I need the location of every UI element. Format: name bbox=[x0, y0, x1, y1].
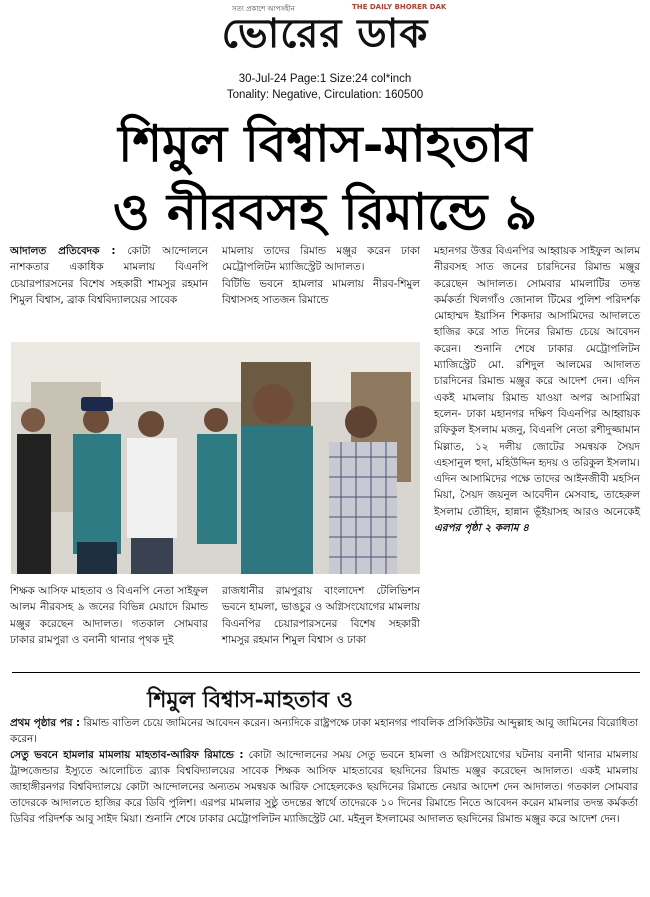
clip-meta-line1: 30-Jul-24 Page:1 Size:24 col*inch bbox=[238, 73, 412, 85]
article-column-a-top bbox=[10, 243, 208, 308]
column-a-text: কোটা আন্দোলনে নাশকতার একাধিক মামলায় বিএনপি চেয়ারপারসনের বিশেষ সহকারী শামসুর রহমান শিমুল বিশ্বাস, ব্রাক বিশ্ববিদ্যালয়ের সাবেক bbox=[10, 245, 208, 306]
jump-lead: প্রথম পৃষ্ঠার পর : bbox=[10, 717, 81, 729]
column-b-subheading: বিটিভি ভবনে হামলার মামলায় নীরব-শিমুল বিশ্বাসসহ সাতজন রিমান্ডে bbox=[222, 277, 420, 306]
jump-paragraph-1: রিমান্ড বাতিল চেয়ে জামিনের আবেদন করেন। অন্যদিকে রাষ্ট্রপক্ষে ঢাকা মহানগর পাবলিক প্রসিকিউটর আব্দুল্লাহ আবু জামিনের বিরোধিতা করেন। bbox=[10, 717, 639, 745]
column-b-bottom-text: রাজধানীর রামপুরায় বাংলাদেশ টেলিভিশন ভবনে হামলা, ভাঙচুর ও অগ্নিসংযোগের মামলায় বিএনপির চেয়ারপারসনের বিশেষ সহকারী শামসুর রহমান শিমুল বিশ্বাস ও ঢাকা bbox=[222, 585, 420, 646]
newspaper-masthead: ভোরের ডাক bbox=[221, 11, 429, 57]
jump-headline: শিমুল বিশ্বাস-মাহতাব ও bbox=[147, 687, 353, 713]
column-c-text: মহানগর উত্তর বিএনপির আহ্বায়ক সাইফুল আলম নীরবসহ সাত জনের চারদিনের রিমান্ড মঞ্জুর করেছেন আদালত। সোমবার মামলাটির তদন্ত কর্মকর্তা খিলগাঁও জোনাল টিমের পুলিশ পরিদর্শক মোহাম্মদ ইয়াসিন শিকদার আসামিদের আদালতে হাজির করে সাত দিনের রিমান্ড চেয়ে আবেদন করেন। শুনানি শেষে ঢাকার মেট্রোপলিটন ম্যাজিস্ট্রেট মো. রশিদুল আলমের আদালত চারদিনের রিমান্ড মঞ্জুর করে আদেশ দেন। এদিন একই মামলায় রিমান্ড যাওয়া অপর আসামিরা হলেন- ঢাকা মহানগর দক্ষিণ বিএনপির আহ্বায়ক রফিকুল ইসলাম মজনু, বিএনপি নেতা রশীদুজ্জামান মিল্লাত, ১২ দলীয় জোটের সমন্বয়ক সৈয়দ এহসানুল হুদা, মহিউদ্দিন হৃদয় ও তরিকুল ইসলাম। bbox=[434, 245, 640, 469]
article-column-b-top bbox=[222, 243, 420, 308]
article-column-c bbox=[434, 243, 640, 536]
news-photo bbox=[11, 342, 420, 574]
continued-marker: এরপর পৃষ্ঠা ২ কলাম ৪ bbox=[434, 522, 529, 535]
jump-article bbox=[10, 715, 638, 827]
article-column-a-bottom bbox=[10, 583, 208, 648]
column-b-text: মামলায় তাদের রিমান্ড মঞ্জুর করেন ঢাকা মেট্রোপলিটন ম্যাজিস্ট্রেট আদালত। bbox=[222, 245, 420, 274]
divider bbox=[12, 672, 640, 673]
article-column-b-bottom bbox=[222, 583, 420, 648]
headline-line2: ও নীরবসহ রিমান্ডে ৯ bbox=[112, 182, 538, 241]
masthead-english-name: THE DAILY BHORER DAK bbox=[352, 3, 447, 11]
article-kicker: আদালত প্রতিবেদক : bbox=[10, 245, 116, 257]
jump-subheading: সেতু ভবনে হামলার মামলায় মাহতাব-আরিফ রিমান্ডে : bbox=[10, 749, 244, 761]
clip-metadata bbox=[190, 71, 460, 103]
column-a-bottom-text: শিক্ষক আসিফ মাহতাব ও বিএনপি নেতা সাইফুল আলম নীরবসহ ৯ জনের বিভিন্ন মেয়াদে রিমান্ড মঞ্জুর করেছেন আদালত। গতকাল সোমবার ঢাকার রামপুরা ও বনানী থানার পৃথক দুই bbox=[10, 585, 208, 646]
jump-paragraph-2: কোটা আন্দোলনের সময় সেতু ভবনে হামলা ও অগ্নিসংযোগের ঘটনায় বনানী থানার মামলায় ট্রান্সজেন্ডার ইস্যুতে আলোচিত ব্র্যাক বিশ্ববিদ্যালয়ের সাবেক শিক্ষক আসিফ মাহতাবের ছয়দিনের রিমান্ড মঞ্জুর করেছেন আদালত। একই মামলায় জাহাঙ্গীরনগর বিশ্ববিদ্যালয়ে কোটা আন্দোলনের অন্যতম সমন্বয়ক আরিফ সোহেলকেও ছয়দিনের রিমান্ডে নেয়ার আদেশ দেন আদালত। গতকাল সোমবার তাদেরকে আদালতে হাজির করে ডিবি পুলিশ। এরপর মামলার সুষ্ঠু তদন্তের স্বার্থে তাদেরকে ১০ দিনের রিমান্ডে নিতে আবেদন করেন মামলার তদন্ত কর্মকর্তা ডিবির পরিদর্শক আবু সাইদ মিয়া। শুনানি শেষে ঢাকার মেট্রোপলিটন ম্যাজিস্ট্রেট মো. মইনুল ইসলামের আদালত ছয়দিনের রিমান্ড মঞ্জুর করে আদেশ দেন। bbox=[10, 749, 639, 825]
clip-meta-line2: Tonality: Negative, Circulation: 160500 bbox=[226, 89, 424, 101]
column-c-text-2: এদিন আসামিদের পক্ষে তাদের আইনজীবী মহসিন মিয়া, সৈয়দ জয়নুল আবেদীন মেসবাহ, তাহেরুল ইসলাম তৌহিদ, হান্নান ভূঁইয়াসহ আরও অনেকেই bbox=[434, 473, 640, 518]
masthead-tagline: সত্য প্রকাশে আপসহীন bbox=[232, 5, 295, 13]
headline-line1: শিমুল বিশ্বাস-মাহতাব bbox=[118, 114, 532, 173]
